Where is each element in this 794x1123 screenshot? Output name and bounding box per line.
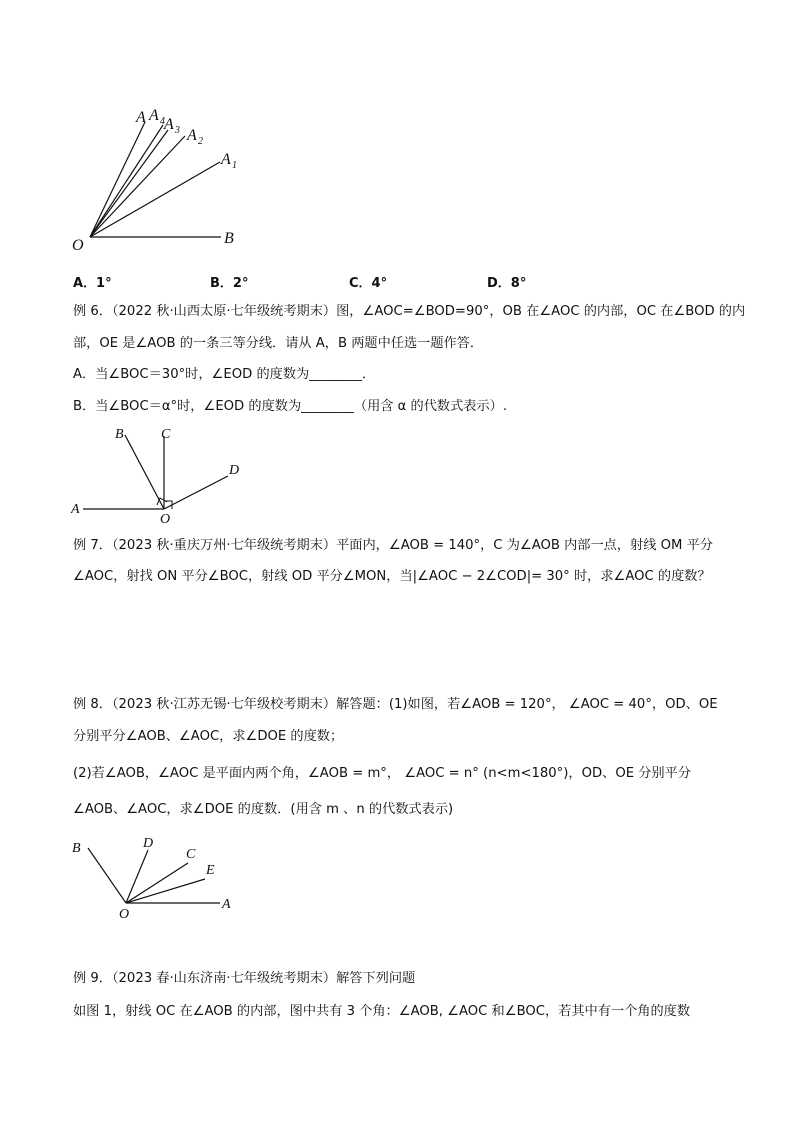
figure-angles-AOB-AOC [68, 830, 248, 925]
label-A: A [136, 109, 146, 126]
ex6-line1: 例 6．（2022 秋·山西太原·七年级统考期末）图，∠AOC=∠BOD=90°，OB 在∠AOC 的内部，OC 在∠BOD 的内 [73, 304, 746, 319]
ray-OD [126, 850, 148, 903]
label-A: A [222, 897, 231, 912]
figure-rays-A [68, 100, 258, 255]
option-b: B．2° [210, 276, 249, 291]
ray-OA [90, 122, 145, 237]
ex8-line1: 例 8．（2023 秋·江苏无锡·七年级校考期末）解答题：(1)如图，若∠AOB = 120°， ∠AOC = 40°，OD、OE [73, 697, 718, 712]
ex6-line3: A．当∠BOC＝30°时，∠EOD 的度数为________． [73, 367, 376, 382]
ray-OA1 [90, 162, 220, 237]
label-D: D [229, 463, 240, 478]
ray-OB [125, 435, 164, 509]
ray-OA3 [90, 130, 168, 237]
label-O: O [119, 907, 130, 922]
label-A1: A [221, 151, 231, 168]
option-d: D．8° [487, 276, 527, 291]
label-E: E [206, 863, 215, 878]
label-A4-sub: 4 [160, 116, 165, 127]
option-a: A．1° [73, 276, 112, 291]
label-C: C [161, 427, 171, 442]
label-A2: A [187, 127, 197, 144]
ex7-line1: 例 7．（2023 秋·重庆万州·七年级统考期末）平面内，∠AOB = 140°，C 为∠AOB 内部一点，射线 OM 平分 [73, 538, 713, 553]
label-A1-sub: 1 [232, 160, 237, 171]
ex7-line2: ∠AOC，射找 ON 平分∠BOC，射线 OD 平分∠MON，当|∠AOC − 2∠COD|= 30° 时，求∠AOC 的度数？ [73, 569, 711, 584]
label-O: O [160, 512, 171, 527]
label-A3: A [164, 116, 174, 133]
ex6-line2: 部，OE 是∠AOB 的一条三等分线．请从 A，B 两题中任选一题作答． [73, 336, 484, 351]
ex6-line4: B．当∠BOC＝α°时，∠EOD 的度数为________（用含 α 的代数式表示）. [73, 399, 508, 414]
ex8-line4: ∠AOB、∠AOC，求∠DOE 的度数．(用含 m 、n 的代数式表示) [73, 802, 454, 817]
ex8-line3: (2)若∠AOB，∠AOC 是平面内两个角，∠AOB = m°， ∠AOC = n° (n<m<180°)，OD、OE 分别平分 [73, 766, 691, 781]
label-A4: A [149, 107, 159, 124]
ex9-line1: 例 9．（2023 春·山东济南·七年级统考期末）解答下列问题 [73, 971, 416, 986]
ex8-line2: 分别平分∠AOB、∠AOC，求∠DOE 的度数； [73, 729, 344, 744]
ray-OC [126, 863, 188, 903]
label-A3-sub: 3 [175, 125, 180, 136]
option-c: C．4° [349, 276, 388, 291]
ray-OE [126, 879, 205, 903]
label-B: B [115, 427, 124, 442]
label-B: B [224, 230, 234, 247]
label-A: A [71, 502, 80, 517]
label-O: O [72, 237, 84, 254]
ray-OA4 [90, 125, 163, 237]
figure-angles-AOC-BOD [68, 422, 258, 527]
label-D: D [143, 836, 154, 851]
label-B: B [72, 841, 81, 856]
label-C: C [186, 847, 196, 862]
ex9-line2: 如图 1，射线 OC 在∠AOB 的内部，图中共有 3 个角：∠AOB, ∠AOC 和∠BOC，若其中有一个角的度数 [73, 1004, 691, 1019]
label-A2-sub: 2 [198, 136, 203, 147]
ray-OB [88, 848, 126, 903]
ray-OA2 [90, 136, 185, 237]
ray-OD [164, 476, 228, 509]
